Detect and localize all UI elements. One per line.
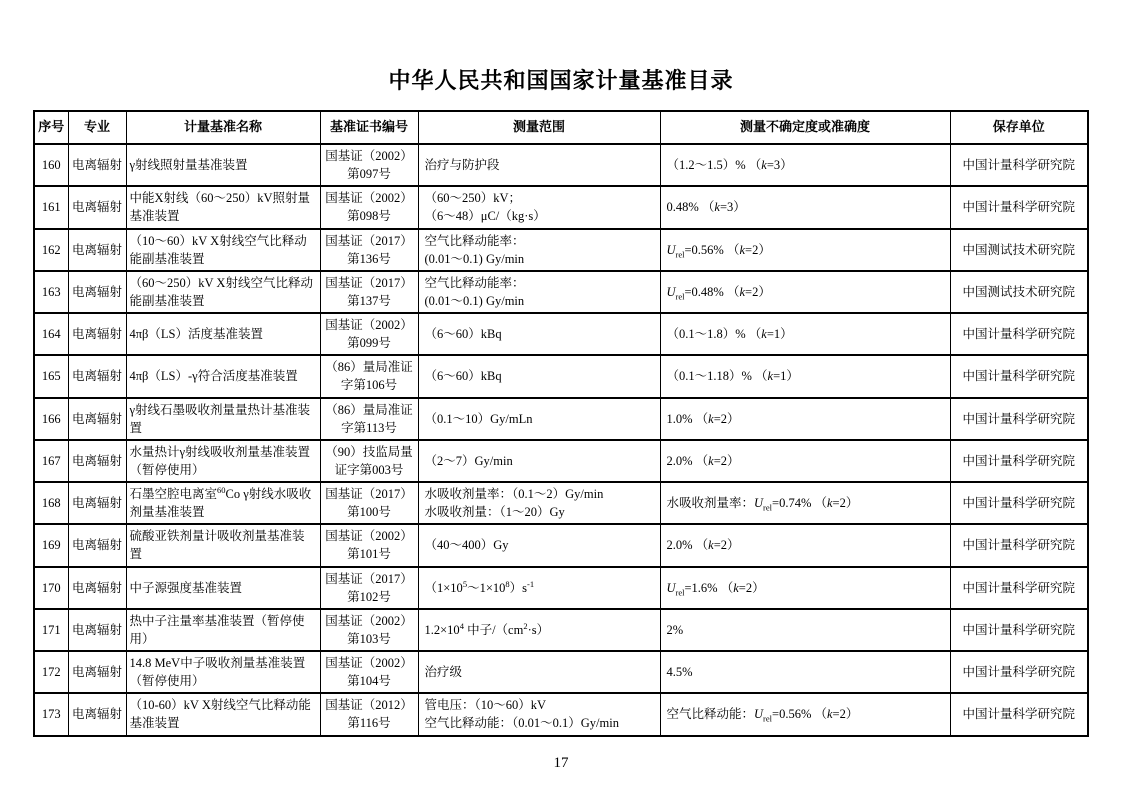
cell-uncertainty: $U_{rel}=0.56\%$ （k=2） bbox=[660, 229, 950, 271]
cell-serial-number: 163 bbox=[34, 271, 68, 313]
cell-uncertainty: （0.1～1.8）% （k=1） bbox=[660, 313, 950, 355]
cell-keeper: 中国计量科学研究院 bbox=[950, 313, 1088, 355]
header-uncertainty: 测量不确定度或准确度 bbox=[660, 111, 950, 144]
header-specialty: 专业 bbox=[68, 111, 126, 144]
cell-standard-name: γ射线照射量基准装置 bbox=[126, 144, 320, 186]
cell-keeper: 中国计量科学研究院 bbox=[950, 693, 1088, 735]
cell-serial-number: 167 bbox=[34, 440, 68, 482]
standards-table bbox=[33, 110, 1089, 737]
cell-serial-number: 162 bbox=[34, 229, 68, 271]
cell-certificate-number: 国基证（2002） 第103号 bbox=[320, 609, 418, 651]
cell-specialty: 电离辐射 bbox=[68, 144, 126, 186]
cell-specialty: 电离辐射 bbox=[68, 186, 126, 228]
cell-specialty: 电离辐射 bbox=[68, 693, 126, 735]
table-row bbox=[34, 271, 1088, 313]
cell-keeper: 中国计量科学研究院 bbox=[950, 609, 1088, 651]
table-row bbox=[34, 398, 1088, 440]
cell-serial-number: 165 bbox=[34, 355, 68, 397]
table-row bbox=[34, 313, 1088, 355]
cell-keeper: 中国测试技术研究院 bbox=[950, 271, 1088, 313]
header-keeper: 保存单位 bbox=[950, 111, 1088, 144]
cell-uncertainty: $U_{rel}=0.48\%$ （k=2） bbox=[660, 271, 950, 313]
cell-measurement-range: 管电压：（10～60）kV 空气比释动能：（0.01～0.1）Gy/min bbox=[418, 693, 660, 735]
cell-standard-name: 水量热计γ射线吸收剂量基准装置（暂停使用） bbox=[126, 440, 320, 482]
cell-keeper: 中国计量科学研究院 bbox=[950, 567, 1088, 609]
cell-specialty: 电离辐射 bbox=[68, 271, 126, 313]
cell-uncertainty: 水吸收剂量率：$U_{rel}=0.74\%$ （k=2） bbox=[660, 482, 950, 524]
cell-measurement-range: 治疗与防护段 bbox=[418, 144, 660, 186]
cell-certificate-number: （86）量局准证 字第106号 bbox=[320, 355, 418, 397]
cell-uncertainty: （1.2～1.5）% （k=3） bbox=[660, 144, 950, 186]
cell-standard-name: 14.8 MeV中子吸收剂量基准装置（暂停使用） bbox=[126, 651, 320, 693]
page-number: 17 bbox=[553, 754, 569, 771]
cell-measurement-range: $1.2\times 10^4$ 中子$/(cm^2\cdot s)$ bbox=[418, 609, 660, 651]
table-header-row bbox=[34, 111, 1088, 144]
cell-certificate-number: 国基证（2002） 第101号 bbox=[320, 524, 418, 566]
cell-serial-number: 169 bbox=[34, 524, 68, 566]
cell-certificate-number: 国基证（2017） 第136号 bbox=[320, 229, 418, 271]
cell-keeper: 中国计量科学研究院 bbox=[950, 398, 1088, 440]
cell-serial-number: 170 bbox=[34, 567, 68, 609]
cell-uncertainty: 2% bbox=[660, 609, 950, 651]
cell-specialty: 电离辐射 bbox=[68, 355, 126, 397]
cell-specialty: 电离辐射 bbox=[68, 229, 126, 271]
cell-keeper: 中国计量科学研究院 bbox=[950, 482, 1088, 524]
cell-serial-number: 166 bbox=[34, 398, 68, 440]
cell-serial-number: 161 bbox=[34, 186, 68, 228]
cell-measurement-range: 治疗级 bbox=[418, 651, 660, 693]
cell-measurement-range: （2～7）Gy/min bbox=[418, 440, 660, 482]
cell-certificate-number: （86）量局准证 字第113号 bbox=[320, 398, 418, 440]
cell-specialty: 电离辐射 bbox=[68, 398, 126, 440]
header-measurement-range: 测量范围 bbox=[418, 111, 660, 144]
cell-uncertainty: 2.0% （k=2） bbox=[660, 440, 950, 482]
table-row bbox=[34, 567, 1088, 609]
table-row bbox=[34, 693, 1088, 735]
cell-serial-number: 171 bbox=[34, 609, 68, 651]
cell-uncertainty: 4.5% bbox=[660, 651, 950, 693]
cell-uncertainty: $U_{rel}=1.6\%$ （k=2） bbox=[660, 567, 950, 609]
cell-standard-name: 石墨空腔电离室$^{60}$Co γ射线水吸收剂量基准装置 bbox=[126, 482, 320, 524]
page-title: 中华人民共和国国家计量基准目录 bbox=[388, 68, 734, 93]
cell-keeper: 中国计量科学研究院 bbox=[950, 186, 1088, 228]
cell-serial-number: 172 bbox=[34, 651, 68, 693]
cell-keeper: 中国计量科学研究院 bbox=[950, 524, 1088, 566]
cell-standard-name: 热中子注量率基准装置（暂停使用） bbox=[126, 609, 320, 651]
cell-standard-name: （10-60）kV X射线空气比释动能基准装置 bbox=[126, 693, 320, 735]
cell-serial-number: 160 bbox=[34, 144, 68, 186]
table-row bbox=[34, 651, 1088, 693]
cell-certificate-number: 国基证（2017） 第137号 bbox=[320, 271, 418, 313]
cell-uncertainty: 空气比释动能：$U_{rel}=0.56\%$ （k=2） bbox=[660, 693, 950, 735]
cell-measurement-range: 空气比释动能率： (0.01～0.1) Gy/min bbox=[418, 271, 660, 313]
cell-certificate-number: （90）技监局量 证字第003号 bbox=[320, 440, 418, 482]
cell-uncertainty: 2.0% （k=2） bbox=[660, 524, 950, 566]
cell-serial-number: 173 bbox=[34, 693, 68, 735]
header-standard-name: 计量基准名称 bbox=[126, 111, 320, 144]
cell-uncertainty: 1.0% （k=2） bbox=[660, 398, 950, 440]
header-certificate-number: 基准证书编号 bbox=[320, 111, 418, 144]
cell-serial-number: 168 bbox=[34, 482, 68, 524]
cell-certificate-number: 国基证（2017） 第102号 bbox=[320, 567, 418, 609]
cell-keeper: 中国测试技术研究院 bbox=[950, 229, 1088, 271]
cell-measurement-range: （6～60）kBq bbox=[418, 313, 660, 355]
cell-serial-number: 164 bbox=[34, 313, 68, 355]
cell-specialty: 电离辐射 bbox=[68, 482, 126, 524]
table-row bbox=[34, 229, 1088, 271]
cell-certificate-number: 国基证（2017） 第100号 bbox=[320, 482, 418, 524]
cell-specialty: 电离辐射 bbox=[68, 313, 126, 355]
cell-standard-name: 4πβ（LS）活度基准装置 bbox=[126, 313, 320, 355]
cell-standard-name: 中能X射线（60～250）kV照射量基准装置 bbox=[126, 186, 320, 228]
table-row bbox=[34, 440, 1088, 482]
cell-standard-name: 硫酸亚铁剂量计吸收剂量基准装置 bbox=[126, 524, 320, 566]
cell-certificate-number: 国基证（2002） 第104号 bbox=[320, 651, 418, 693]
table-row bbox=[34, 355, 1088, 397]
cell-measurement-range: （0.1～10）Gy/mLn bbox=[418, 398, 660, 440]
cell-measurement-range: （60～250）kV； （6～48）μC/（kg·s） bbox=[418, 186, 660, 228]
table-row bbox=[34, 144, 1088, 186]
standards-table-body bbox=[34, 144, 1088, 736]
cell-measurement-range: 空气比释动能率： (0.01～0.1) Gy/min bbox=[418, 229, 660, 271]
cell-specialty: 电离辐射 bbox=[68, 609, 126, 651]
cell-specialty: 电离辐射 bbox=[68, 440, 126, 482]
cell-certificate-number: 国基证（2002） 第098号 bbox=[320, 186, 418, 228]
table-row bbox=[34, 609, 1088, 651]
cell-certificate-number: 国基证（2012） 第116号 bbox=[320, 693, 418, 735]
cell-measurement-range: （6～60）kBq bbox=[418, 355, 660, 397]
cell-specialty: 电离辐射 bbox=[68, 651, 126, 693]
cell-certificate-number: 国基证（2002） 第097号 bbox=[320, 144, 418, 186]
cell-uncertainty: 0.48% （k=3） bbox=[660, 186, 950, 228]
cell-standard-name: （60～250）kV X射线空气比释动能副基准装置 bbox=[126, 271, 320, 313]
cell-keeper: 中国计量科学研究院 bbox=[950, 440, 1088, 482]
cell-standard-name: （10～60）kV X射线空气比释动能副基准装置 bbox=[126, 229, 320, 271]
cell-keeper: 中国计量科学研究院 bbox=[950, 144, 1088, 186]
cell-measurement-range: （40～400）Gy bbox=[418, 524, 660, 566]
cell-specialty: 电离辐射 bbox=[68, 524, 126, 566]
cell-uncertainty: （0.1～1.18）% （k=1） bbox=[660, 355, 950, 397]
header-serial-number: 序号 bbox=[34, 111, 68, 144]
cell-keeper: 中国计量科学研究院 bbox=[950, 651, 1088, 693]
cell-standard-name: 中子源强度基准装置 bbox=[126, 567, 320, 609]
cell-measurement-range: $(1\times 10^5\sim 1\times 10^8)s^{-1}$ bbox=[418, 567, 660, 609]
table-row bbox=[34, 482, 1088, 524]
cell-measurement-range: 水吸收剂量率：（0.1～2）Gy/min 水吸收剂量：（1～20）Gy bbox=[418, 482, 660, 524]
table-row bbox=[34, 186, 1088, 228]
cell-certificate-number: 国基证（2002） 第099号 bbox=[320, 313, 418, 355]
cell-specialty: 电离辐射 bbox=[68, 567, 126, 609]
cell-standard-name: γ射线石墨吸收剂量量热计基准装置 bbox=[126, 398, 320, 440]
table-row bbox=[34, 524, 1088, 566]
cell-standard-name: 4πβ（LS）-γ符合活度基准装置 bbox=[126, 355, 320, 397]
cell-keeper: 中国计量科学研究院 bbox=[950, 355, 1088, 397]
